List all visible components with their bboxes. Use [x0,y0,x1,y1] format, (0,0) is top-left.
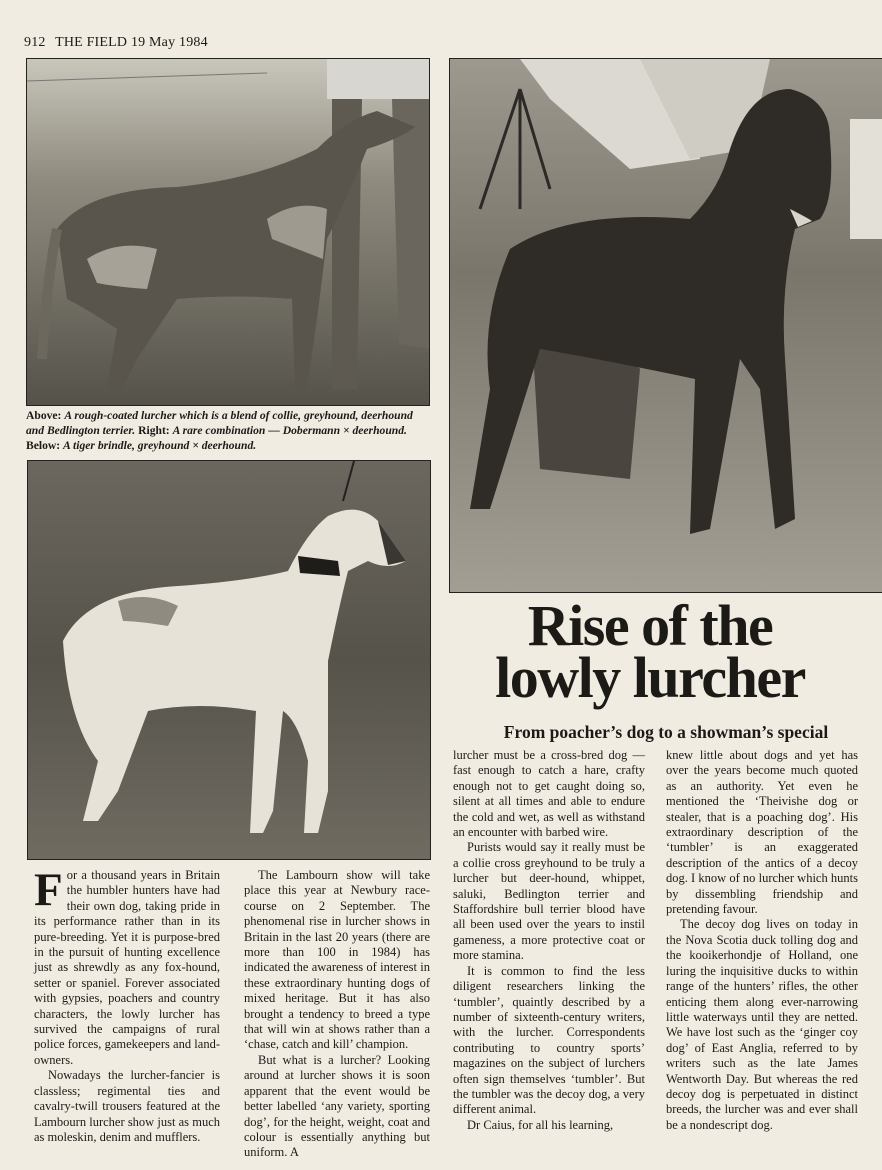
caption-text-below: A tiger brindle, greyhound × deerhound. [63,439,257,452]
caption-label-below: Below: [26,439,61,452]
publication-line: THE FIELD 19 May 1984 [55,35,208,50]
paragraph: The Lambourn show will take place this year at Newbury race-course on 2 September. The phenomenal rise in lurcher shows in Britain in the last 20 years (there are more than 100 in 1984) has indicated the awareness of interest in these extraordinary hunting dogs of mixed heritage. But it has also brought a tendency to breed a type that will win at shows rather than a ‘chase, catch and kill’ champion. [244,868,430,1052]
paragraph: lurcher must be a cross-bred dog — fast enough to catch a hare, crafty enough not to get caught doing so, silent at all times and able to endure the cold and wet, as well as withstand an encounter with barbed wire. [453,748,645,840]
paragraph-text: or a thousand years in Britain the humbler hunters have had their own dog, taking pride in its performance rather than in its pure-breeding. Yet it is purpose-bred in the pursuit of hunting excellence just as shrewdly as any fox-hound, setter or spaniel. Forever associated with gypsies, poachers and country characters, the lowly lurcher has survived the campaigns of rural police forces, gamekeepers and land-owners. [34,868,220,1067]
headline-line-1: Rise of the [527,593,773,658]
paragraph: The decoy dog lives on today in the Nova Scotia duck tolling dog and the kooikerhondje of Holland, one luring the inquisitive ducks to within range of the hunters’ rifles, the other enticing them along ever-narrowing little waterways until they are netted. We have lost such as the ‘ginger coy dog’ of East Anglia, referred to by writers such as the late James Wentworth Day. But whereas the red decoy dog is perpetuated in distinct breeds, the lurcher was and ever shall be a nondescript dog. [666,917,858,1132]
article-column-1 [34,864,220,1145]
page-number: 912 [24,35,46,50]
photo-dobermann-deerhound [449,58,882,593]
paragraph: knew little about dogs and yet has over the years become much quoted as an authority. Yet even he mentioned the ‘Theivishe dog or stealer, that is a poaching dog’. His extraordinary description of the ‘tumbler’ is an exaggerated description of the antics of a decoy dog. I know of no lurcher which hunts by dissembling friendship and pretending favour. [666,748,858,917]
page-header [24,35,208,51]
photo-tiger-brindle [27,460,431,860]
caption-label-above: Above: [26,409,62,422]
caption-text-right: A rare combination — Dobermann × deerhound. [172,424,407,437]
paragraph: Dr Caius, for all his learning, [467,1117,614,1132]
article-column-3 [453,748,645,1133]
drop-cap: F [34,864,63,916]
photo-caption [26,408,432,453]
headline [440,593,860,710]
paragraph [34,864,220,1068]
caption-text-above: A rough-coated lurcher which is a blend of collie, greyhound, deerhound and Bedlington terrier. [26,409,413,437]
paragraph: Purists would say it really must be a collie cross greyhound to be truly a lurcher but deer-hound, whippet, saluki, Bedlington terrier and Staffordshire bull terrier blood have all been used over the years to instil gameness, a more protective coat or more stamina. [453,840,645,963]
subheadline: From poacher’s dog to a showman’s special [503,722,829,742]
paragraph: It is common to find the less diligent researchers linking the ‘tumbler’, quaintly described by a number of sixteenth-century writers, with the lurcher. Correspondents contributing to country sports’ magazines on the subject of lurchers often sign themselves ‘tumbler’. But the tumbler was the decoy dog, a very different animal. [453,963,645,1117]
article-column-4 [666,748,858,1133]
caption-label-right: Right: [138,424,170,437]
article-column-2 [244,868,430,1161]
photo-rough-coated-lurcher [26,58,430,406]
headline-line-2: lowly lurcher [495,645,805,710]
paragraph: Nowadays the lurcher-fancier is classless; regimental ties and cavalry-twill trousers featured at the Lambourn lurcher show just as much as moleskin, denim and mufflers. [34,1068,220,1144]
paragraph: But what is a lurcher? Looking around at lurcher shows it is soon apparent that the event would be better labelled ‘any variety, sporting dog’, for the height, weight, coat and colour is essentially anything but uniform. A [244,1052,430,1160]
